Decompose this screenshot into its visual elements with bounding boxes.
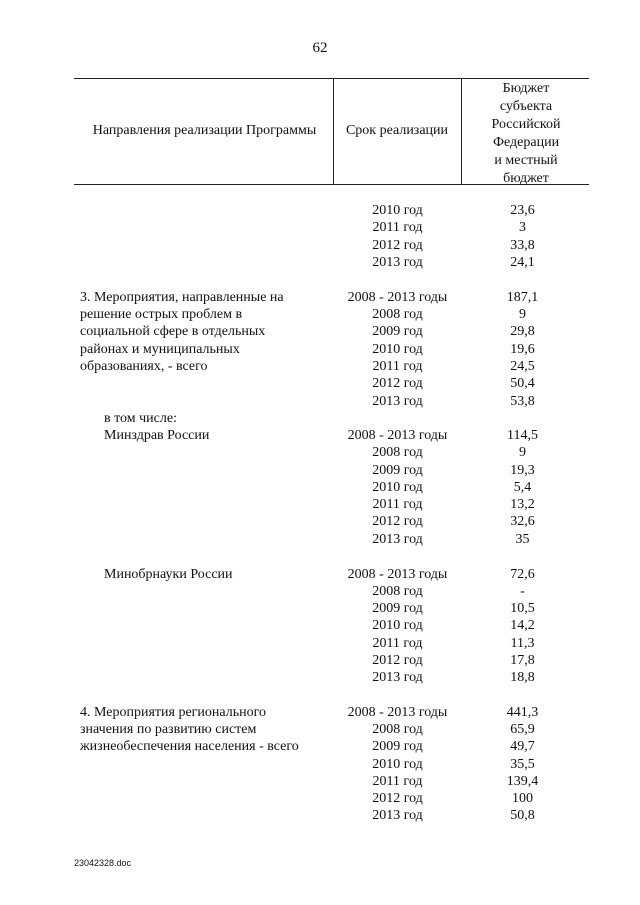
row-budget-value: 9 <box>519 307 526 322</box>
row-period: 2008 год <box>372 445 423 460</box>
row-budget-value: 32,6 <box>510 514 535 529</box>
row-period: 2012 год <box>372 238 423 253</box>
row-budget-value: 50,4 <box>510 376 535 391</box>
row-budget-value: 72,6 <box>510 567 535 582</box>
row-period: 2008 год <box>372 722 423 737</box>
row-period: 2012 год <box>372 791 423 806</box>
row-budget-value: 17,8 <box>510 653 535 668</box>
row-budget-value: 19,6 <box>510 342 535 357</box>
header-directions: Направления реализации Программы <box>92 123 317 138</box>
row-budget-value: 3 <box>519 220 526 235</box>
footer-filename: 23042328.doc <box>74 858 132 868</box>
row-direction-text: 3. Мероприятия, направленные на <box>80 290 284 305</box>
row-budget-value: 13,2 <box>510 497 535 512</box>
column-divider <box>461 78 462 184</box>
row-period: 2012 год <box>372 376 423 391</box>
row-budget-value: 50,8 <box>510 808 535 823</box>
row-budget-value: 49,7 <box>510 739 535 754</box>
row-period: 2008 - 2013 годы <box>347 428 448 443</box>
row-period: 2011 год <box>372 636 423 651</box>
row-direction-text: социальной сфере в отдельных <box>80 324 266 339</box>
row-budget-value: 18,8 <box>510 670 535 685</box>
header-budget: Бюджет субъекта Российской Федерации и местный бюджет <box>491 81 561 186</box>
row-budget-value: 65,9 <box>510 722 535 737</box>
row-period: 2012 год <box>372 653 423 668</box>
row-period: 2013 год <box>372 808 423 823</box>
row-period: 2008 год <box>372 584 423 599</box>
row-direction-text: значения по развитию систем <box>80 722 257 737</box>
row-period: 2011 год <box>372 359 423 374</box>
row-direction-text: 4. Мероприятия регионального <box>80 705 266 720</box>
row-period: 2010 год <box>372 480 423 495</box>
row-direction-text: районах и муниципальных <box>80 342 240 357</box>
row-period: 2008 - 2013 годы <box>347 705 448 720</box>
row-period: 2009 год <box>372 324 423 339</box>
row-period: 2009 год <box>372 463 423 478</box>
row-budget-value: 100 <box>512 791 533 806</box>
row-budget-value: 10,5 <box>510 601 535 616</box>
row-direction-text: жизнеобеспечения населения - всего <box>80 739 299 754</box>
row-budget-value: 9 <box>519 445 526 460</box>
row-budget-value: 29,8 <box>510 324 535 339</box>
row-direction-text: решение острых проблем в <box>80 307 243 322</box>
row-period: 2010 год <box>372 757 423 772</box>
row-budget-value: - <box>520 584 525 599</box>
row-period: 2009 год <box>372 739 423 754</box>
row-direction-text: Минобрнауки России <box>104 567 233 582</box>
table-top-border <box>74 78 589 79</box>
row-period: 2011 год <box>372 774 423 789</box>
row-direction-text: Минздрав России <box>104 428 210 443</box>
row-budget-value: 11,3 <box>510 636 535 651</box>
row-budget-value: 5,4 <box>513 480 532 495</box>
row-period: 2010 год <box>372 203 423 218</box>
row-budget-value: 53,8 <box>510 394 535 409</box>
row-period: 2008 - 2013 годы <box>347 290 448 305</box>
row-budget-value: 441,3 <box>506 705 539 720</box>
row-period: 2011 год <box>372 497 423 512</box>
row-period: 2011 год <box>372 220 423 235</box>
row-budget-value: 19,3 <box>510 463 535 478</box>
row-period: 2013 год <box>372 670 423 685</box>
column-divider <box>333 78 334 184</box>
header-period: Срок реализации <box>345 123 449 138</box>
row-period: 2008 - 2013 годы <box>347 567 448 582</box>
row-period: 2013 год <box>372 532 423 547</box>
row-budget-value: 24,1 <box>510 255 535 270</box>
row-period: 2009 год <box>372 601 423 616</box>
row-budget-value: 139,4 <box>506 774 539 789</box>
row-direction-text: образованиях, - всего <box>80 359 208 374</box>
row-budget-value: 35 <box>515 532 530 547</box>
row-budget-value: 14,2 <box>510 618 535 633</box>
row-period: 2013 год <box>372 394 423 409</box>
row-period: 2013 год <box>372 255 423 270</box>
row-period: 2010 год <box>372 342 423 357</box>
row-budget-value: 24,5 <box>510 359 535 374</box>
row-budget-value: 114,5 <box>507 428 538 443</box>
row-budget-value: 187,1 <box>506 290 539 305</box>
row-period: 2010 год <box>372 618 423 633</box>
row-budget-value: 35,5 <box>510 757 535 772</box>
row-budget-value: 23,6 <box>510 203 535 218</box>
row-period: 2008 год <box>372 307 423 322</box>
page-number: 62 <box>312 40 328 56</box>
row-budget-value: 33,8 <box>510 238 535 253</box>
row-period: 2012 год <box>372 514 423 529</box>
row-direction-text: в том числе: <box>104 411 177 426</box>
